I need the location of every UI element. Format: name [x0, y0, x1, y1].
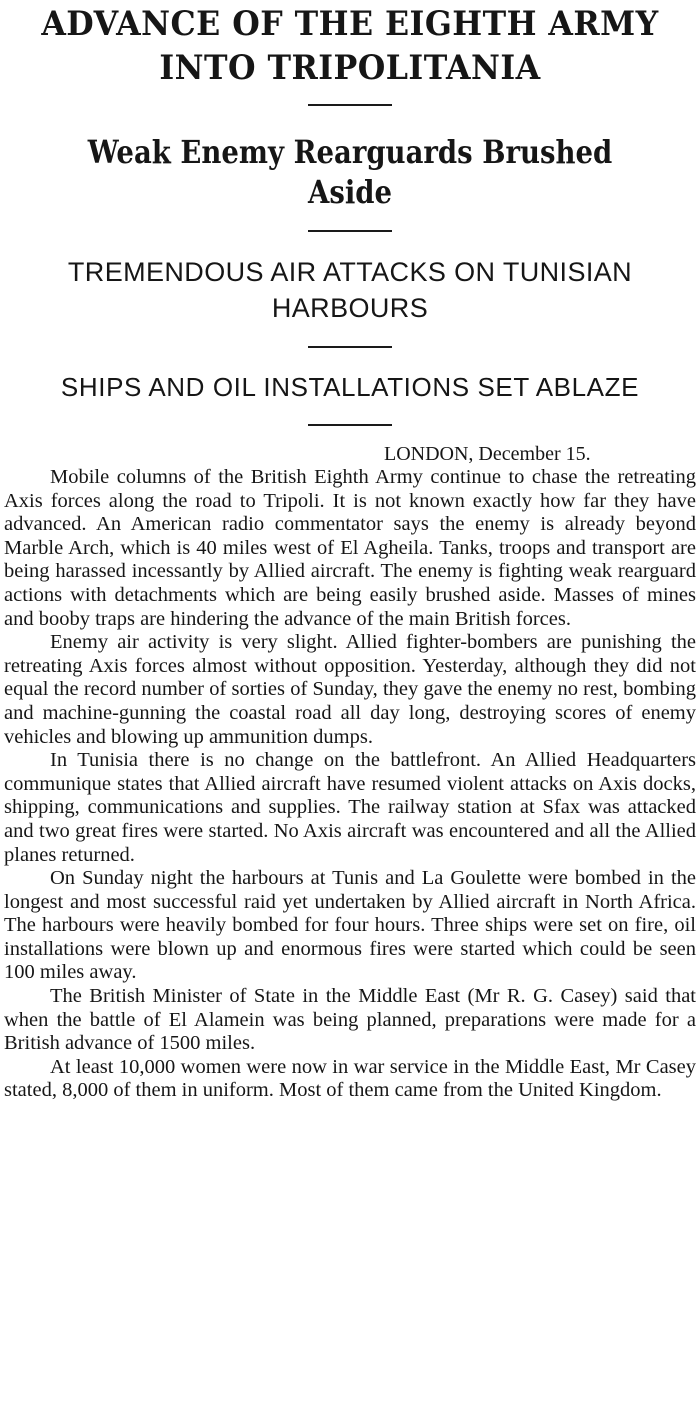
divider-rule	[308, 424, 392, 426]
main-headline: ADVANCE OF THE EIGHTH ARMY INTO TRIPOLITANIA	[41, 4, 659, 88]
divider-rule	[308, 346, 392, 348]
divider-rule	[308, 230, 392, 232]
article-body	[0, 466, 700, 1103]
paragraph: In Tunisia there is no change on the battlefront. An Allied Headquarters communique states that Allied aircraft have resumed violent attacks on Axis docks, shipping, communications and supplies. The railway station at Sfax was attacked and two great fires were started. No Axis aircraft was encountered and all the Allied planes returned.	[4, 749, 696, 866]
paragraph: Mobile columns of the British Eighth Army continue to chase the retreating Axis forces along the road to Tripoli. It is not known exactly how far they have advanced. An American radio commentator says the enemy is already beyond Marble Arch, which is 40 miles west of El Agheila. Tanks, troops and transport are being harassed incessantly by Allied aircraft. The enemy is fighting weak rearguard actions with detachments which are being easily brushed aside. Masses of mines and booby traps are hindering the advance of the main British forces.	[4, 466, 696, 630]
paragraph: Enemy air activity is very slight. Allied fighter-bombers are punishing the retreating Axis forces almost without opposition. Yesterday, although they did not equal the record number of sorties of Sunday, they gave the enemy no rest, bombing and machine-gunning the coastal road all day long, destroying scores of enemy vehicles and blowing up ammunition dumps.	[4, 631, 696, 748]
fourth-headline: SHIPS AND OIL INSTALLATIONS SET ABLAZE	[60, 372, 640, 402]
paragraph: At least 10,000 women were now in war service in the Middle East, Mr Casey stated, 8,000 of them in uniform. Most of them came from the United Kingdom.	[4, 1055, 696, 1102]
dateline: LONDON, December 15.	[384, 443, 591, 465]
divider-rule	[308, 104, 392, 106]
paragraph: The British Minister of State in the Middle East (Mr R. G. Casey) said that when the battle of El Alamein was being planned, preparations were made for a British advance of 1500 miles.	[4, 985, 696, 1055]
third-headline: TREMENDOUS AIR ATTACKS ON TUNISIAN HARBOURS	[67, 257, 633, 323]
paragraph: On Sunday night the harbours at Tunis and La Goulette were bombed in the longest and most successful raid yet undertaken by Allied aircraft in North Africa. The harbours were heavily bombed for four hours. Three ships were set on fire, oil installations were blown up and enormous fires were started which could be seen 100 miles away.	[4, 867, 696, 984]
sub-headline: Weak Enemy Rearguards Brushed Aside	[87, 133, 613, 211]
